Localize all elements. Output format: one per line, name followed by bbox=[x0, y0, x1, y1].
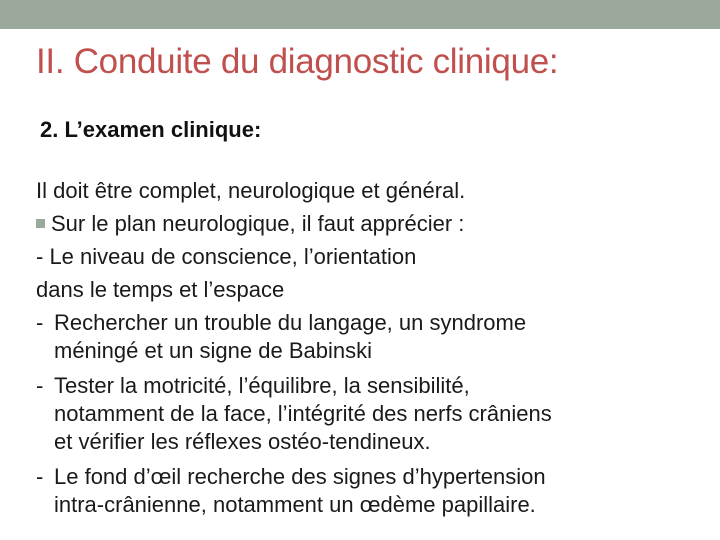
item-motricity-line-2: notamment de la face, l’intégrité des nerfs crâniens bbox=[54, 401, 552, 426]
bullet-line bbox=[36, 210, 686, 243]
item-fundus-line-1: Le fond d’œil recherche des signes d’hypertension bbox=[54, 464, 546, 489]
slide-title: II. Conduite du diagnostic clinique: bbox=[36, 42, 559, 81]
square-bullet-icon bbox=[36, 219, 45, 228]
item-consciousness-line-2: dans le temps et l’espace bbox=[36, 277, 285, 302]
dash-marker: - bbox=[36, 310, 44, 335]
item-language-line-1: Rechercher un trouble du langage, un syndrome bbox=[54, 310, 527, 335]
item-language-line-2: méningé et un signe de Babinski bbox=[54, 338, 372, 363]
slide-body bbox=[36, 177, 686, 526]
item-consciousness-line-1: - Le niveau de conscience, l’orientation bbox=[36, 244, 417, 269]
item-motricity-line-3: et vérifier les réflexes ostéo-tendineux. bbox=[54, 429, 431, 454]
slide-subtitle: 2. L’examen clinique: bbox=[40, 117, 262, 142]
item-motricity-line-1: Tester la motricité, l’équilibre, la sensibilité, bbox=[54, 373, 470, 398]
intro-line: Il doit être complet, neurologique et général. bbox=[36, 178, 466, 203]
item-motricity bbox=[36, 372, 686, 456]
dash-marker: - bbox=[36, 464, 44, 489]
dash-marker: - bbox=[36, 373, 44, 398]
item-fundus bbox=[36, 463, 686, 519]
item-language bbox=[36, 309, 686, 365]
item-fundus-line-2: intra-crânienne, notamment un œdème papillaire. bbox=[54, 492, 536, 517]
bullet-text: Sur le plan neurologique, il faut apprécier : bbox=[51, 211, 465, 236]
top-accent-bar bbox=[0, 0, 720, 29]
